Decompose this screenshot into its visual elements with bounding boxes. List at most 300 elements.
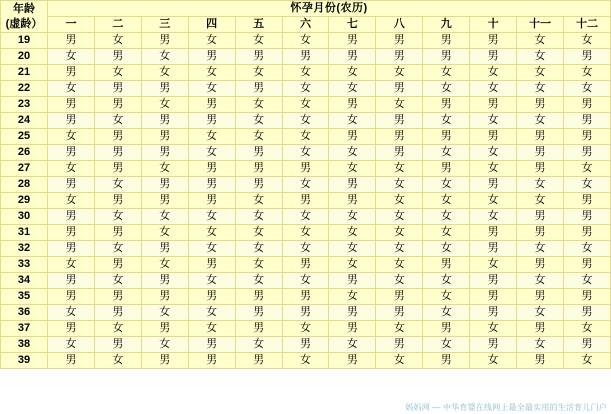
month-header-2: 二 [94, 17, 141, 33]
gender-cell: 男 [329, 177, 376, 193]
gender-cell: 女 [235, 209, 282, 225]
gender-cell: 男 [94, 161, 141, 177]
gender-cell: 男 [188, 161, 235, 177]
gender-cell: 男 [329, 49, 376, 65]
gender-cell: 男 [141, 177, 188, 193]
month-header-8: 八 [376, 17, 423, 33]
gender-cell: 女 [470, 113, 517, 129]
gender-cell: 女 [94, 241, 141, 257]
gender-cell: 女 [282, 113, 329, 129]
gender-cell: 男 [470, 273, 517, 289]
gender-cell: 男 [517, 209, 564, 225]
table-row [1, 177, 611, 193]
gender-cell: 男 [141, 241, 188, 257]
age-header-line1: 年龄 [13, 2, 35, 15]
gender-cell: 男 [94, 49, 141, 65]
gender-cell: 男 [48, 97, 95, 113]
gender-cell: 男 [563, 257, 610, 273]
gender-cell: 男 [517, 289, 564, 305]
table-row [1, 129, 611, 145]
gender-cell: 男 [141, 33, 188, 49]
gender-cell: 女 [470, 161, 517, 177]
gender-cell: 女 [423, 337, 470, 353]
table-row [1, 257, 611, 273]
gender-cell: 男 [48, 273, 95, 289]
table-row [1, 225, 611, 241]
table-row [1, 209, 611, 225]
gender-cell: 男 [470, 305, 517, 321]
month-header-5: 五 [235, 17, 282, 33]
gender-cell: 男 [188, 177, 235, 193]
gender-cell: 男 [517, 225, 564, 241]
gender-cell: 女 [282, 97, 329, 113]
gender-cell: 男 [376, 49, 423, 65]
gender-cell: 男 [470, 177, 517, 193]
gender-cell: 女 [235, 241, 282, 257]
month-header-6: 六 [282, 17, 329, 33]
month-header-3: 三 [141, 17, 188, 33]
gender-cell: 男 [48, 145, 95, 161]
gender-cell: 男 [563, 209, 610, 225]
gender-cell: 女 [376, 97, 423, 113]
age-cell: 19 [1, 33, 48, 49]
gender-cell: 男 [517, 257, 564, 273]
gender-cell: 女 [282, 129, 329, 145]
gender-cell: 女 [188, 81, 235, 97]
gender-cell: 女 [376, 177, 423, 193]
gender-cell: 男 [94, 257, 141, 273]
gender-cell: 男 [517, 129, 564, 145]
gender-cell: 女 [517, 337, 564, 353]
gender-cell: 女 [423, 193, 470, 209]
gender-cell: 女 [563, 161, 610, 177]
gender-cell: 男 [376, 337, 423, 353]
gender-cell: 男 [188, 337, 235, 353]
age-cell: 35 [1, 289, 48, 305]
gender-cell: 女 [188, 209, 235, 225]
gender-cell: 女 [423, 305, 470, 321]
gender-cell: 男 [376, 129, 423, 145]
gender-cell: 女 [376, 209, 423, 225]
gender-cell: 女 [563, 273, 610, 289]
gender-cell: 男 [470, 97, 517, 113]
gender-cell: 女 [470, 321, 517, 337]
age-cell: 27 [1, 161, 48, 177]
gender-cell: 女 [141, 257, 188, 273]
table-row [1, 321, 611, 337]
gender-cell: 女 [282, 273, 329, 289]
gender-cell: 女 [329, 209, 376, 225]
gender-cell: 男 [563, 193, 610, 209]
gender-cell: 男 [48, 225, 95, 241]
age-cell: 34 [1, 273, 48, 289]
gender-cell: 女 [470, 209, 517, 225]
age-cell: 20 [1, 49, 48, 65]
age-cell: 28 [1, 177, 48, 193]
gender-cell: 女 [376, 353, 423, 369]
gender-cell: 女 [470, 145, 517, 161]
age-cell: 22 [1, 81, 48, 97]
gender-cell: 男 [235, 305, 282, 321]
table-row [1, 289, 611, 305]
gender-cell: 男 [423, 97, 470, 113]
gender-cell: 女 [188, 33, 235, 49]
gender-cell: 男 [188, 257, 235, 273]
gender-cell: 女 [141, 49, 188, 65]
gender-cell: 女 [94, 33, 141, 49]
gender-cell: 男 [563, 97, 610, 113]
gender-cell: 女 [423, 273, 470, 289]
age-cell: 21 [1, 65, 48, 81]
month-header-7: 七 [329, 17, 376, 33]
gender-cell: 男 [329, 305, 376, 321]
gender-cell: 男 [188, 49, 235, 65]
gender-cell: 女 [563, 353, 610, 369]
gender-cell: 女 [141, 209, 188, 225]
gender-cell: 男 [329, 129, 376, 145]
table-row [1, 305, 611, 321]
gender-cell: 男 [470, 129, 517, 145]
gender-cell: 男 [188, 289, 235, 305]
month-header-11: 十一 [517, 17, 564, 33]
gender-cell: 男 [48, 321, 95, 337]
age-cell: 29 [1, 193, 48, 209]
gender-cell: 女 [235, 257, 282, 273]
gender-cell: 女 [470, 353, 517, 369]
gender-cell: 男 [423, 33, 470, 49]
gender-cell: 女 [141, 305, 188, 321]
gender-cell: 男 [188, 193, 235, 209]
gender-cell: 男 [376, 145, 423, 161]
gender-cell: 男 [94, 225, 141, 241]
gender-cell: 女 [235, 65, 282, 81]
gender-cell: 女 [94, 113, 141, 129]
gender-cell: 男 [329, 353, 376, 369]
gender-cell: 男 [282, 193, 329, 209]
age-cell: 30 [1, 209, 48, 225]
gender-cell: 女 [235, 113, 282, 129]
gender-cell: 男 [563, 305, 610, 321]
gender-cell: 女 [563, 33, 610, 49]
gender-cell: 男 [423, 257, 470, 273]
gender-cell: 男 [470, 33, 517, 49]
gender-cell: 男 [282, 337, 329, 353]
gender-cell: 女 [517, 49, 564, 65]
gender-cell: 男 [563, 289, 610, 305]
gender-cell: 男 [235, 321, 282, 337]
gender-cell: 男 [141, 193, 188, 209]
gender-cell: 女 [235, 33, 282, 49]
gender-cell: 女 [517, 241, 564, 257]
gender-cell: 男 [235, 289, 282, 305]
gender-cell: 男 [94, 193, 141, 209]
gender-cell: 男 [563, 113, 610, 129]
gender-cell: 女 [329, 257, 376, 273]
gender-cell: 女 [376, 161, 423, 177]
month-header-12: 十二 [563, 17, 610, 33]
gender-cell: 女 [94, 177, 141, 193]
gender-cell: 女 [48, 337, 95, 353]
gender-cell: 男 [235, 49, 282, 65]
gender-cell: 女 [188, 65, 235, 81]
table-row [1, 353, 611, 369]
gender-cell: 女 [329, 337, 376, 353]
gender-cell: 男 [141, 353, 188, 369]
age-cell: 39 [1, 353, 48, 369]
gender-cell: 男 [517, 161, 564, 177]
gender-cell: 男 [517, 145, 564, 161]
gender-cell: 男 [470, 337, 517, 353]
gender-cell: 男 [329, 273, 376, 289]
gender-cell: 女 [188, 145, 235, 161]
gender-cell: 女 [188, 129, 235, 145]
watermark-text: 妈妈网 — 中华育婴在线网上最全最实用的生活育儿门户 [405, 403, 607, 412]
gender-cell: 女 [235, 337, 282, 353]
gender-cell: 女 [470, 81, 517, 97]
gender-cell: 女 [423, 113, 470, 129]
gender-cell: 男 [188, 353, 235, 369]
table-row [1, 81, 611, 97]
gender-cell: 男 [141, 113, 188, 129]
gender-cell: 男 [423, 161, 470, 177]
gender-cell: 女 [329, 65, 376, 81]
gender-cell: 女 [329, 241, 376, 257]
gender-cell: 女 [376, 65, 423, 81]
gender-cell: 男 [235, 161, 282, 177]
gender-cell: 男 [376, 305, 423, 321]
gender-cell: 男 [235, 177, 282, 193]
gender-cell: 男 [94, 97, 141, 113]
gender-cell: 女 [282, 33, 329, 49]
gender-cell: 女 [470, 193, 517, 209]
table-body [1, 33, 611, 369]
gender-cell: 女 [188, 321, 235, 337]
age-cell: 33 [1, 257, 48, 273]
table-row [1, 113, 611, 129]
gender-cell: 女 [376, 273, 423, 289]
gender-cell: 女 [235, 225, 282, 241]
gender-cell: 男 [141, 289, 188, 305]
gender-cell: 女 [188, 241, 235, 257]
gender-cell: 男 [563, 145, 610, 161]
gender-cell: 男 [141, 81, 188, 97]
gender-cell: 男 [376, 81, 423, 97]
gender-cell: 女 [94, 273, 141, 289]
gender-cell: 女 [329, 113, 376, 129]
gender-cell: 女 [141, 225, 188, 241]
gender-cell: 男 [423, 49, 470, 65]
month-header-row [1, 17, 611, 33]
gender-cell: 女 [563, 81, 610, 97]
gender-cell: 男 [563, 337, 610, 353]
gender-cell: 女 [423, 225, 470, 241]
age-cell: 26 [1, 145, 48, 161]
gender-cell: 女 [235, 129, 282, 145]
gender-cell: 女 [94, 209, 141, 225]
gender-cell: 女 [235, 273, 282, 289]
gender-cell: 女 [423, 81, 470, 97]
age-cell: 32 [1, 241, 48, 257]
gender-cell: 女 [48, 193, 95, 209]
gender-cell: 女 [517, 305, 564, 321]
gender-cell: 女 [282, 145, 329, 161]
gender-cell: 男 [235, 81, 282, 97]
gender-cell: 男 [188, 113, 235, 129]
gender-cell: 女 [48, 129, 95, 145]
age-cell: 24 [1, 113, 48, 129]
gender-cell: 女 [563, 321, 610, 337]
gender-cell: 男 [282, 49, 329, 65]
table-row [1, 145, 611, 161]
gender-cell: 女 [188, 305, 235, 321]
gender-cell: 男 [141, 273, 188, 289]
gender-cell: 女 [376, 225, 423, 241]
gender-cell: 女 [329, 145, 376, 161]
gender-cell: 男 [48, 177, 95, 193]
gender-cell: 男 [282, 257, 329, 273]
table-row [1, 241, 611, 257]
gender-cell: 男 [470, 225, 517, 241]
gender-cell: 男 [141, 321, 188, 337]
gender-cell: 女 [282, 241, 329, 257]
table-row [1, 337, 611, 353]
gender-cell: 女 [376, 193, 423, 209]
gender-cell: 男 [423, 321, 470, 337]
age-cell: 37 [1, 321, 48, 337]
gender-cell: 男 [470, 241, 517, 257]
gender-cell: 女 [141, 65, 188, 81]
gender-cell: 男 [282, 305, 329, 321]
gender-cell: 女 [423, 209, 470, 225]
gender-cell: 女 [563, 177, 610, 193]
gender-cell: 女 [94, 65, 141, 81]
gender-cell: 女 [48, 305, 95, 321]
gender-cell: 男 [376, 113, 423, 129]
gender-cell: 女 [423, 145, 470, 161]
gender-cell: 女 [517, 273, 564, 289]
gender-cell: 男 [94, 145, 141, 161]
gender-cell: 男 [235, 353, 282, 369]
gender-cell: 女 [563, 65, 610, 81]
gender-cell: 女 [470, 65, 517, 81]
gender-cell: 男 [329, 321, 376, 337]
gender-cell: 男 [282, 289, 329, 305]
gender-cell: 男 [563, 49, 610, 65]
gender-cell: 男 [423, 129, 470, 145]
gender-cell: 女 [517, 177, 564, 193]
gender-cell: 男 [329, 97, 376, 113]
gender-cell: 女 [329, 289, 376, 305]
gender-cell: 女 [376, 241, 423, 257]
gender-cell: 男 [329, 193, 376, 209]
gender-cell: 女 [282, 321, 329, 337]
gender-cell: 男 [141, 145, 188, 161]
gender-cell: 男 [235, 145, 282, 161]
gender-cell: 女 [282, 65, 329, 81]
gender-cell: 女 [329, 225, 376, 241]
gender-cell: 男 [48, 65, 95, 81]
gender-cell: 男 [517, 353, 564, 369]
gender-cell: 女 [517, 193, 564, 209]
gender-cell: 女 [235, 97, 282, 113]
gender-cell: 男 [94, 129, 141, 145]
month-header-9: 九 [423, 17, 470, 33]
gender-cell: 女 [376, 257, 423, 273]
gender-cell: 女 [282, 209, 329, 225]
table-row [1, 65, 611, 81]
gender-cell: 女 [282, 353, 329, 369]
table-row [1, 273, 611, 289]
gender-cell: 男 [517, 321, 564, 337]
age-cell: 31 [1, 225, 48, 241]
gender-cell: 女 [423, 177, 470, 193]
gender-cell: 男 [48, 113, 95, 129]
gender-cell: 女 [563, 241, 610, 257]
gender-cell: 女 [423, 65, 470, 81]
gender-cell: 男 [94, 337, 141, 353]
gender-cell: 男 [423, 353, 470, 369]
age-cell: 38 [1, 337, 48, 353]
gender-cell: 女 [517, 113, 564, 129]
age-column-header [1, 1, 48, 33]
table-row [1, 49, 611, 65]
gender-cell: 男 [329, 33, 376, 49]
gender-cell: 女 [48, 161, 95, 177]
gender-cell: 女 [94, 353, 141, 369]
table-row [1, 97, 611, 113]
title-row [1, 1, 611, 17]
age-cell: 25 [1, 129, 48, 145]
gender-cell: 女 [470, 257, 517, 273]
gender-cell: 女 [188, 273, 235, 289]
gender-cell: 女 [282, 81, 329, 97]
gender-cell: 男 [48, 241, 95, 257]
gender-cell: 男 [376, 289, 423, 305]
month-header-4: 四 [188, 17, 235, 33]
gender-cell: 男 [470, 49, 517, 65]
table-header [1, 1, 611, 33]
gender-cell: 男 [94, 305, 141, 321]
gender-cell: 女 [141, 97, 188, 113]
gender-cell: 男 [376, 33, 423, 49]
gender-cell: 男 [563, 225, 610, 241]
month-header-1: 一 [48, 17, 95, 33]
gender-cell: 女 [188, 225, 235, 241]
gender-cell: 女 [141, 161, 188, 177]
gender-cell: 男 [48, 353, 95, 369]
gender-cell: 男 [48, 289, 95, 305]
gender-cell: 男 [517, 97, 564, 113]
age-header-line2: (虚龄） [5, 17, 43, 30]
gender-cell: 女 [376, 321, 423, 337]
gender-cell: 女 [329, 81, 376, 97]
gender-cell: 女 [282, 177, 329, 193]
gender-cell: 女 [48, 81, 95, 97]
gender-cell: 女 [423, 289, 470, 305]
month-header-10: 十 [470, 17, 517, 33]
gender-cell: 男 [94, 289, 141, 305]
gender-cell: 女 [282, 225, 329, 241]
gender-cell: 女 [423, 241, 470, 257]
gender-cell: 女 [329, 161, 376, 177]
gender-cell: 男 [282, 161, 329, 177]
gender-cell: 女 [94, 321, 141, 337]
gender-cell: 女 [517, 65, 564, 81]
gender-cell: 男 [563, 129, 610, 145]
gender-cell: 男 [141, 129, 188, 145]
age-cell: 23 [1, 97, 48, 113]
table-row [1, 193, 611, 209]
